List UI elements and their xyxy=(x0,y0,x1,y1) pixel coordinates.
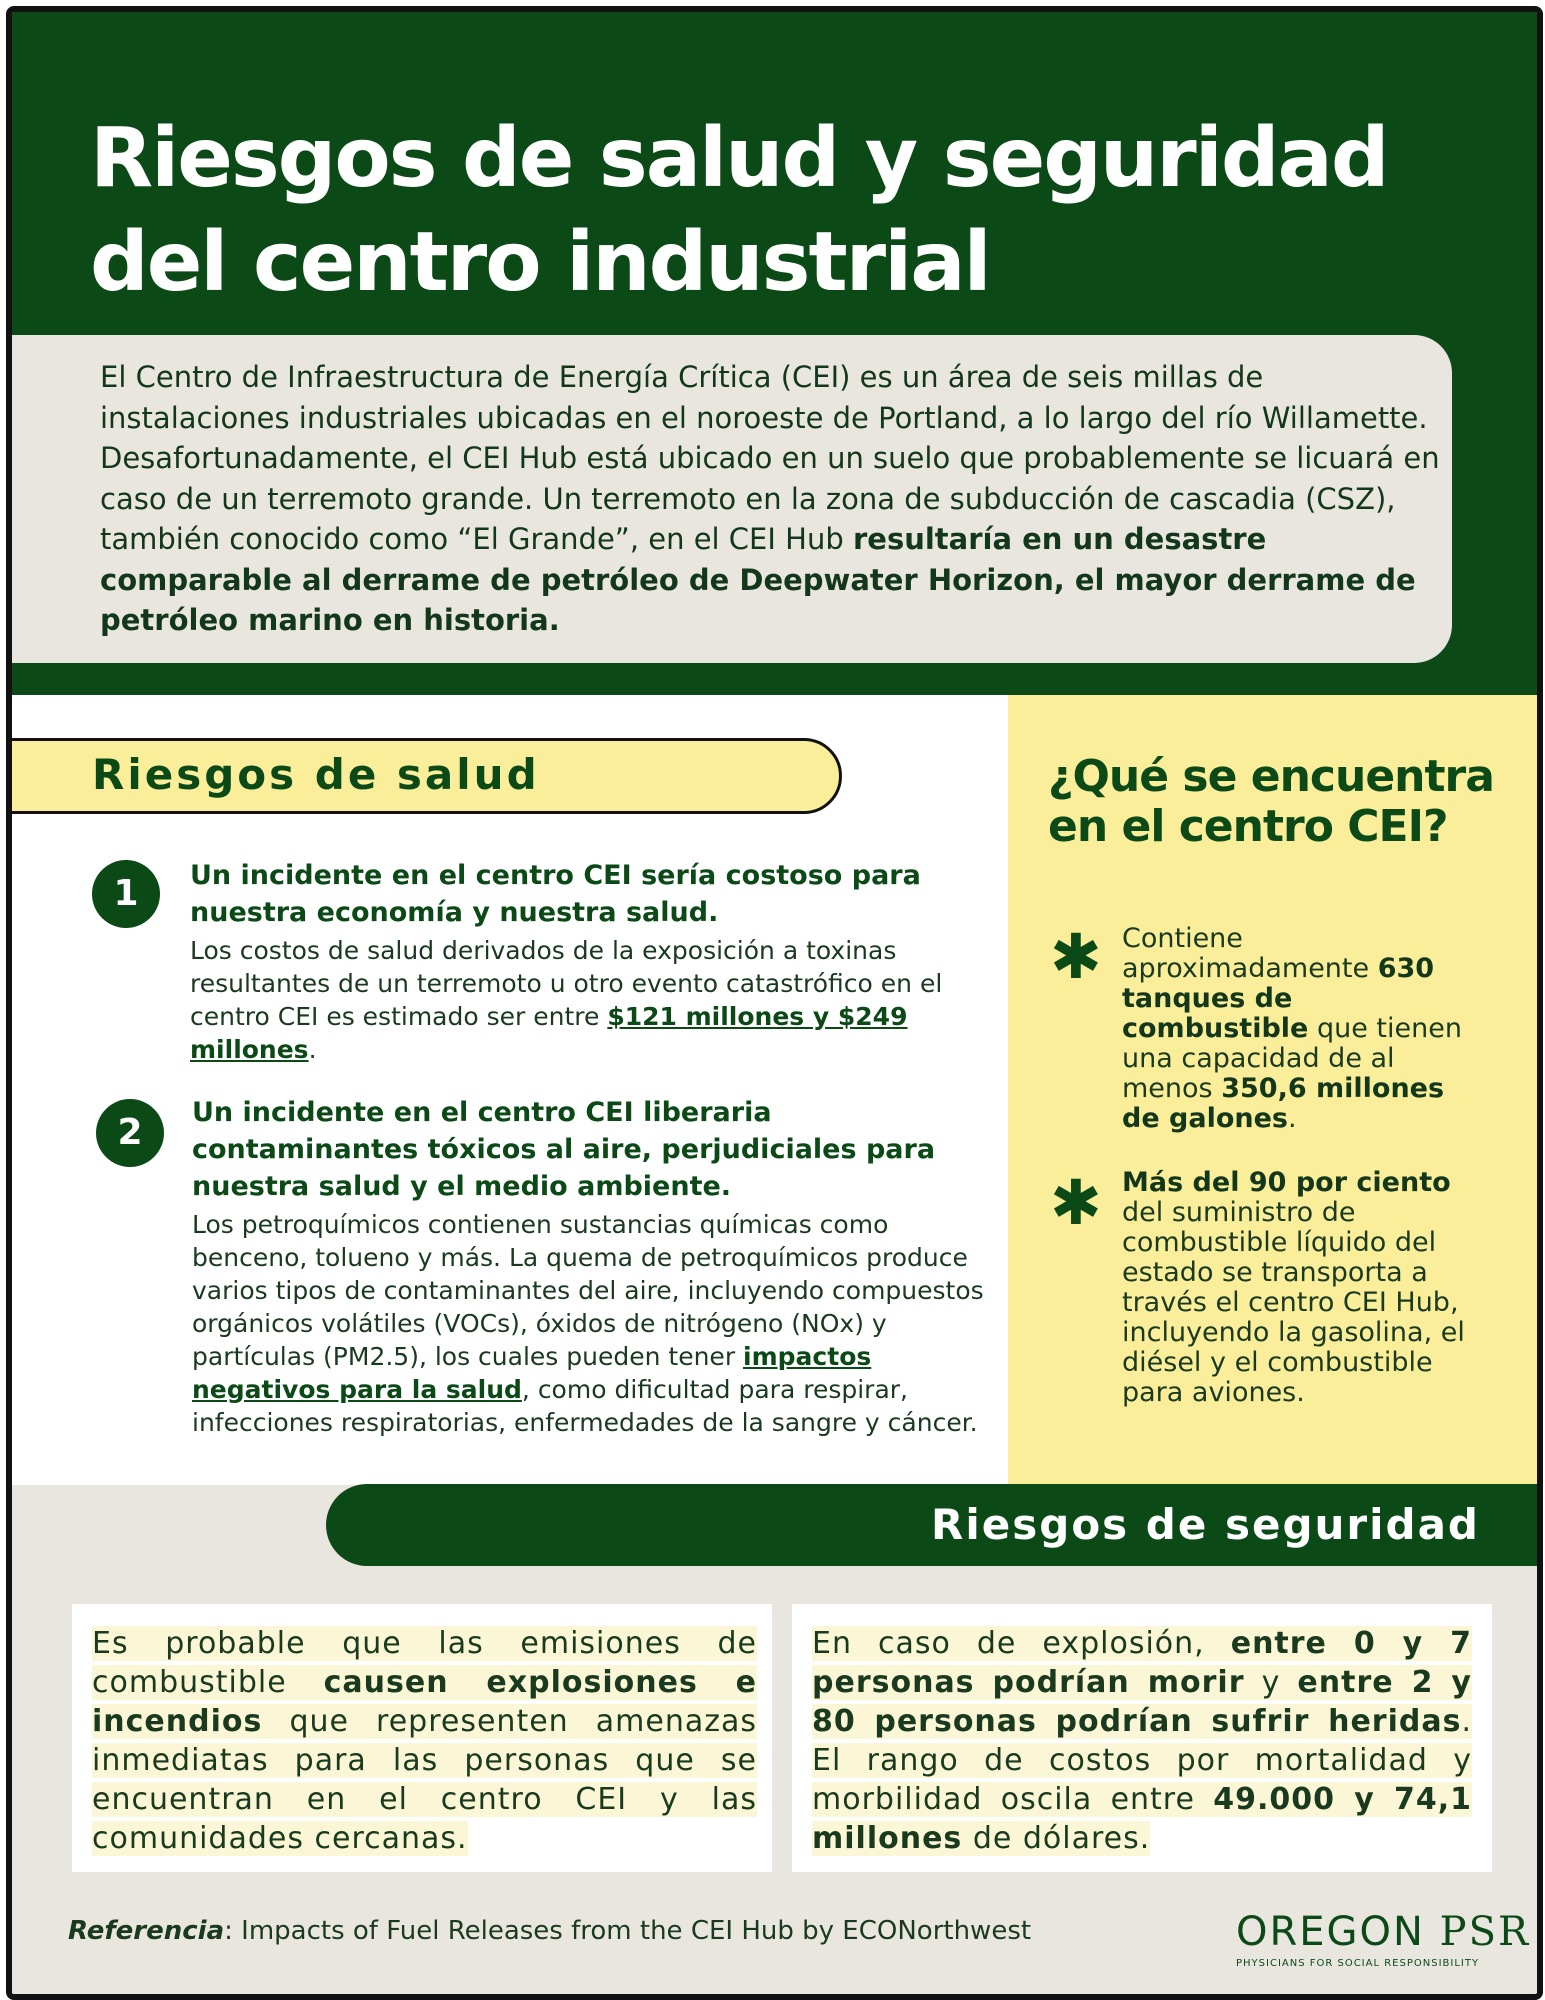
intro-text-bold: resultaría en un desastre comparable al derrame de petróleo de Deepwater Horizon, el mayor derrame de petróleo marino en historia. xyxy=(100,522,1416,637)
card-right-f: 49.000 y 74,1 millones xyxy=(812,1782,1472,1856)
card-left-c: que representen amenazas inmediatas para las personas que se encuentran en el centro CEI y las comunidades cercanas. xyxy=(92,1704,757,1856)
intro-text-plain: El Centro de Infraestructura de Energía Crítica (CEI) es un área de seis millas de instalaciones industriales ubicadas en el noroeste de Portland, a lo largo del río Willamette. Desafortunadamente, el CEI Hub está ubicado en un suelo que probablemente se licuará en caso de un terremoto grande. Un terremoto en la zona de subducción de cascadia (CSZ), también conocido como “El Grande”, en el CEI Hub xyxy=(100,360,1440,556)
sidebar-fact-2 xyxy=(1122,1168,1472,1408)
health-item-1-title: Un incidente en el centro CEI sería costoso para nuestra economía y nuestra salud. xyxy=(190,860,921,928)
card-left-b: causen explosiones e incendios xyxy=(92,1665,757,1739)
health-item-2-text: Los petroquímicos contienen sustancias químicas como benceno, tolueno y más. La quema de petroquímicos produce varios tipos de contaminantes del aire, incluyendo compuestos orgánicos volátiles (VOCs), óxidos de nitrógeno (NOx) y partículas (PM2.5), los cuales pueden tener xyxy=(192,1210,984,1371)
logo-mark: PSR xyxy=(1439,1909,1531,1955)
poster-frame xyxy=(6,6,1543,2000)
health-item-2-body xyxy=(192,1208,987,1439)
health-item-1-tail: . xyxy=(308,1035,317,1064)
fact-2-b: Más del 90 por ciento xyxy=(1122,1167,1451,1198)
number-badge-1: 1 xyxy=(92,860,160,928)
reference-label: Referencia xyxy=(68,1916,225,1946)
sidebar-fact-1 xyxy=(1122,924,1472,1134)
card-right-g: de dólares. xyxy=(962,1821,1151,1856)
health-item-2-title: Un incidente en el centro CEI liberaria contaminantes tóxicos al aire, perjudiciales para nuestra salud y el medio ambiente. xyxy=(192,1097,936,1202)
number-badge-2: 2 xyxy=(96,1099,164,1167)
reference-line xyxy=(68,1916,1031,1946)
health-heading: Riesgos de salud xyxy=(92,750,540,799)
oregon-psr-logo xyxy=(1236,1909,1530,1955)
card-right-a: En caso de explosión, xyxy=(812,1626,1231,1661)
fact-2-c: del suministro de combustible líquido del estado se transporta a través el centro CEI Hub, incluyendo la gasolina, el diésel y el combustible para aviones. xyxy=(1122,1197,1465,1408)
reference-text: : Impacts of Fuel Releases from the CEI Hub by ECONorthwest xyxy=(224,1916,1032,1946)
card-left-a: Es probable que las emisiones de combustible xyxy=(92,1626,757,1700)
fact-1-a: Contiene aproximadamente xyxy=(1122,923,1378,984)
card-right-d: entre 2 y 80 personas podrían sufrir heridas xyxy=(812,1665,1472,1739)
fact-1-b: 630 tanques de combustible xyxy=(1122,953,1435,1044)
health-item-2-link[interactable]: impactos negativos para la salud xyxy=(192,1342,872,1404)
fact-1-e: . xyxy=(1288,1103,1297,1134)
health-item-1-link[interactable]: $121 millones y $249 millones xyxy=(190,1002,908,1064)
safety-card-left-text xyxy=(92,1624,757,1858)
safety-card-right-text xyxy=(812,1624,1472,1858)
safety-heading: Riesgos de seguridad xyxy=(931,1500,1480,1549)
logo-tagline: PHYSICIANS FOR SOCIAL RESPONSIBILITY xyxy=(1236,1958,1480,1969)
page-title: Riesgos de salud y seguridad del centro industrial xyxy=(90,111,1388,310)
intro-paragraph xyxy=(100,357,1440,641)
logo-word: OREGON xyxy=(1236,1909,1425,1955)
health-item-1-body xyxy=(190,934,985,1066)
card-right-b: entre 0 y 7 personas podrían morir xyxy=(812,1626,1473,1700)
fact-1-d: 350,6 millones de galones xyxy=(1122,1073,1445,1134)
health-item-2-tail: , como dificultad para respirar, infecciones respiratorias, enfermedades de la sangre y cáncer. xyxy=(192,1375,978,1437)
card-right-c: y xyxy=(1244,1665,1298,1700)
asterisk-icon: ✱ xyxy=(1050,920,1102,993)
asterisk-icon: ✱ xyxy=(1050,1166,1102,1239)
fact-1-c: que tienen una capacidad de al menos xyxy=(1122,1013,1462,1104)
card-right-e: . El rango de costos por mortalidad y morbilidad oscila entre xyxy=(812,1704,1472,1817)
health-item-1-text: Los costos de salud derivados de la exposición a toxinas resultantes de un terremoto u otro evento catastrófico en el centro CEI es estimado ser entre xyxy=(190,936,943,1031)
sidebar-heading: ¿Qué se encuentra en el centro CEI? xyxy=(1048,751,1494,852)
